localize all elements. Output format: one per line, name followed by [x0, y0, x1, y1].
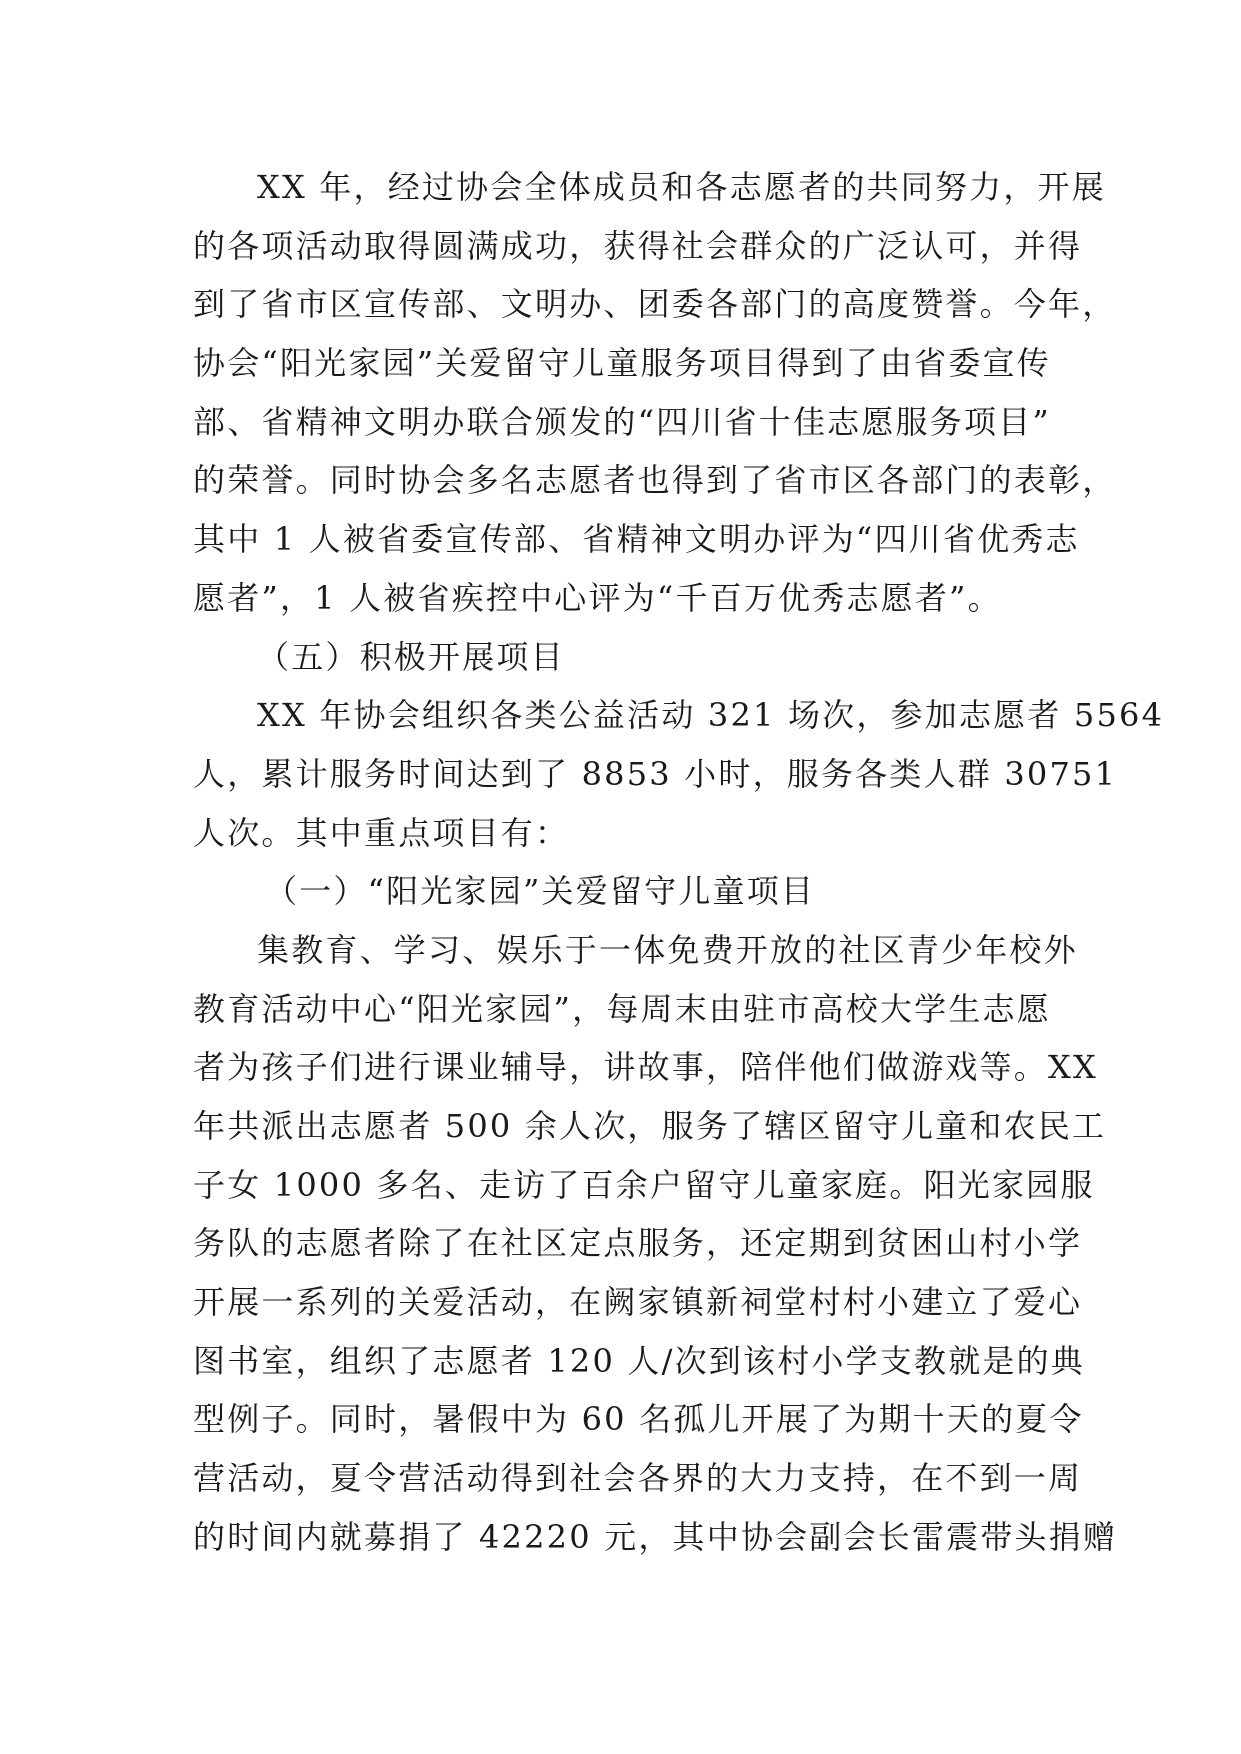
paragraph-line: 到了省市区宣传部、文明办、团委各部门的高度赞誉。今年，	[193, 285, 1117, 324]
paragraph-line: 协会“阳光家园”关爱留守儿童服务项目得到了由省委宣传	[193, 344, 1051, 383]
paragraph-line: 型例子。同时，暑假中为 60 名孤儿开展了为期十天的夏令	[193, 1400, 1084, 1439]
paragraph-line: XX 年，经过协会全体成员和各志愿者的共同努力，开展	[257, 168, 1106, 206]
paragraph-line: 子女 1000 多名、走访了百余户留守儿童家庭。阳光家园服	[193, 1165, 1095, 1204]
subsection-heading: （一）“阳光家园”关爱留守儿童项目	[265, 872, 816, 911]
paragraph-line: 人，累计服务时间达到了 8853 小时，服务各类人群 30751	[193, 754, 1118, 793]
paragraph-line: 图书室，组织了志愿者 120 人/次到该村小学支教就是的典	[193, 1341, 1086, 1380]
paragraph-line: XX 年协会组织各类公益活动 321 场次，参加志愿者 5564	[257, 696, 1165, 735]
paragraph-line: 集教育、学习、娱乐于一体免费开放的社区青少年校外	[257, 930, 1078, 969]
paragraph-line: 人次。其中重点项目有：	[193, 813, 570, 852]
paragraph-line: 其中 1 人被省委宣传部、省精神文明办评为“四川省优秀志	[193, 520, 1080, 559]
paragraph-line: 者为孩子们进行课业辅导，讲故事，陪伴他们做游戏等。XX	[193, 1048, 1098, 1087]
paragraph-line: 务队的志愿者除了在社区定点服务，还定期到贫困山村小学	[193, 1224, 1083, 1263]
paragraph-line: 开展一系列的关爱活动，在阙家镇新祠堂村村小建立了爱心	[193, 1283, 1083, 1322]
paragraph-line: 部、省精神文明办联合颁发的“四川省十佳志愿服务项目”	[193, 402, 1051, 441]
paragraph-line: 的荣誉。同时协会多名志愿者也得到了省市区各部门的表彰，	[193, 461, 1117, 500]
paragraph-line: 愿者”，1 人被省疾控中心评为“千百万优秀志愿者”。	[193, 578, 1002, 617]
paragraph-line: 的时间内就募捐了 42220 元，其中协会副会长雷震带头捐赠	[193, 1517, 1118, 1556]
paragraph-line: 的各项活动取得圆满成功，获得社会群众的广泛认可，并得	[193, 226, 1083, 265]
section-heading: （五）积极开展项目	[257, 637, 565, 676]
paragraph-line: 教育活动中心“阳光家园”，每周末由驻市高校大学生志愿	[193, 989, 1051, 1028]
paragraph-line: 营活动，夏令营活动得到社会各界的大力支持，在不到一周	[193, 1459, 1083, 1498]
paragraph-line: 年共派出志愿者 500 余人次，服务了辖区留守儿童和农民工	[193, 1107, 1107, 1145]
document-body	[193, 158, 1165, 1567]
